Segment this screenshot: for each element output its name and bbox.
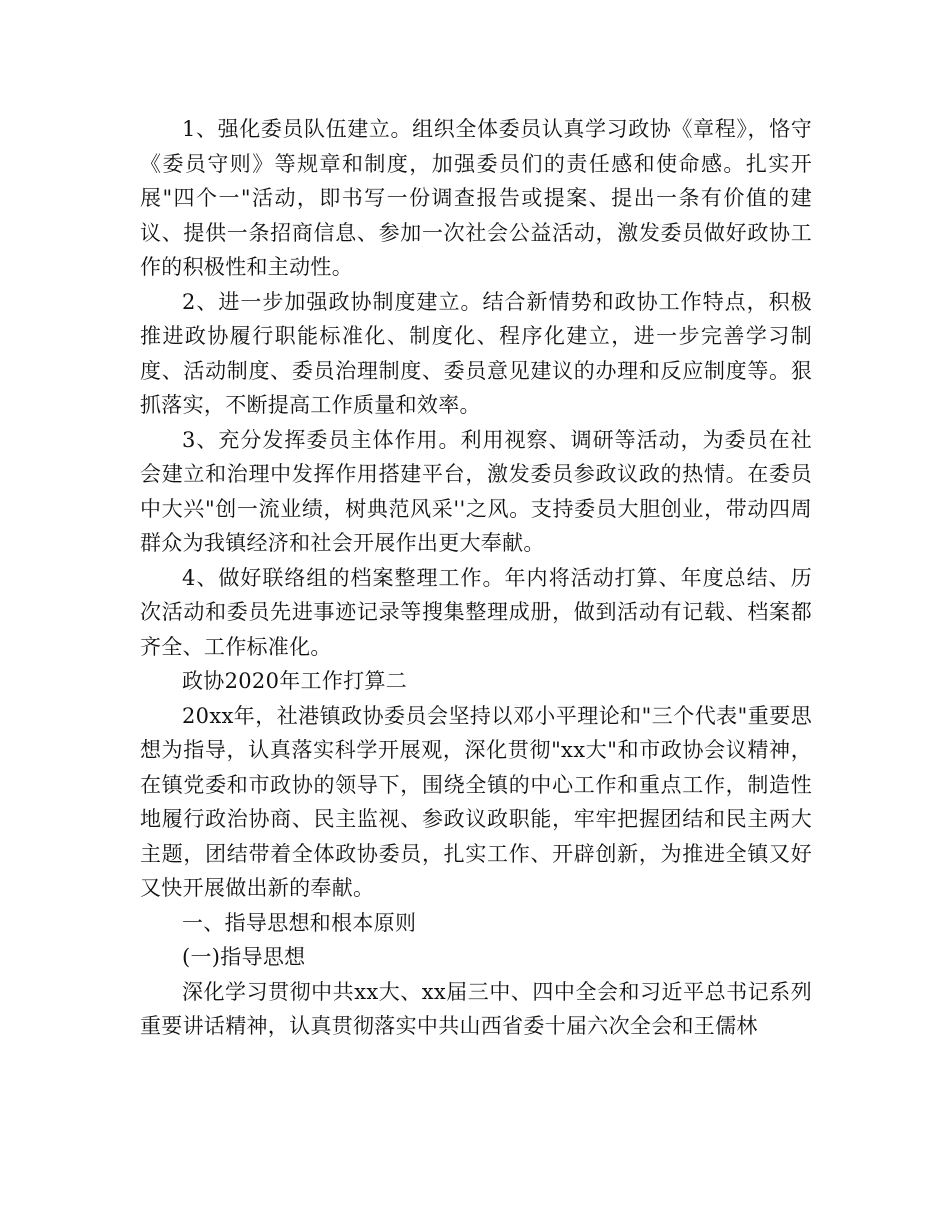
paragraph-guiding-thought: 深化学习贯彻中共xx大、xx届三中、四中全会和习近平总书记系列重要讲话精神，认真贯彻落实中共山西省委十届六次全会和王儒林 xyxy=(140,979,812,1038)
document-page xyxy=(140,112,812,1044)
subheading-guiding-thought: (一)指导思想 xyxy=(182,945,306,969)
paragraph-plan-intro: 20xx年，社港镇政协委员会坚持以邓小平理论和"三个代表"重要思想为指导，认真落实科学开展观，深化贯彻"xx大"和市政协会议精神，在镇党委和市政协的领导下，围绕全镇的中心工作和重点工作，制造性地履行政治协商、民主监视、参政议政职能，牢牢把握团结和民主两大主题，团结带着全体政协委员，扎实工作、开辟创新，为推进全镇又好又快开展做出新的奉献。 xyxy=(140,703,812,900)
paragraph-archive-work: 4、做好联络组的档案整理工作。年内将活动打算、年度总结、历次活动和委员先进事迹记录等搜集整理成册，做到活动有记载、档案都齐全、工作标准化。 xyxy=(140,565,812,659)
paragraph-system-building: 2、进一步加强政协制度建立。结合新情势和政协工作特点，积极推进政协履行职能标准化、制度化、程序化建立，进一步完善学习制度、活动制度、委员治理制度、委员意见建议的办理和反应制度等。狠抓落实，不断提高工作质量和效率。 xyxy=(140,289,812,417)
paragraph-member-role: 3、充分发挥委员主体作用。利用视察、调研等活动，为委员在社会建立和治理中发挥作用搭建平台，激发委员参政议政的热情。在委员中大兴"创一流业绩，树典范风采''之风。支持委员大胆创业，带动四周群众为我镇经济和社会开展作出更大奉献。 xyxy=(140,427,812,555)
paragraph-strengthen-members: 1、强化委员队伍建立。组织全体委员认真学习政协《章程》，恪守《委员守则》等规章和制度，加强委员们的责任感和使命感。扎实开展"四个一"活动，即书写一份调查报告或提案、提出一条有价值的建议、提供一条招商信息、参加一次社会公益活动，激发委员做好政协工作的积极性和主动性。 xyxy=(140,117,812,279)
heading-guiding-principles: 一、指导思想和根本原则 xyxy=(182,910,417,935)
section-title-plan-two: 政协2020年工作打算二 xyxy=(182,669,408,693)
